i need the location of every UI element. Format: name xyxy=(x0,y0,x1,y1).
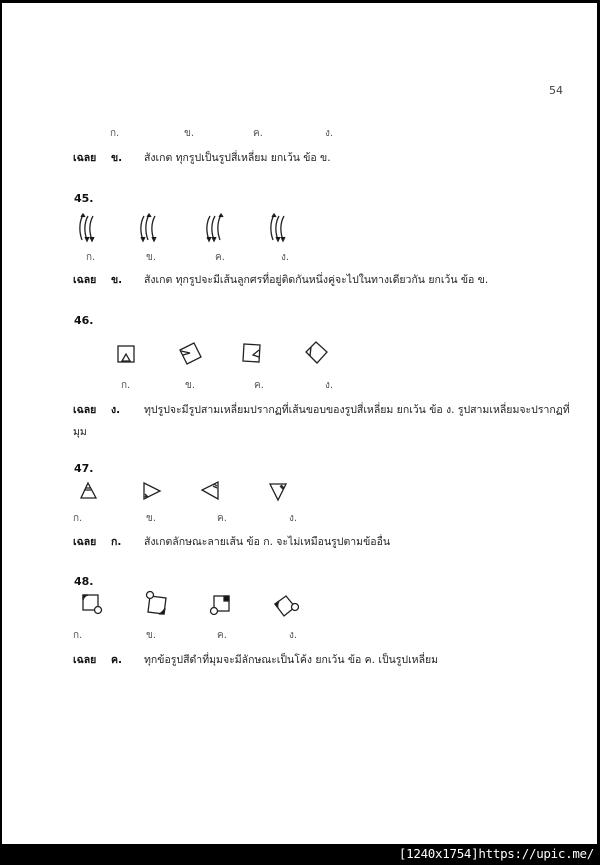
choice-label-d: ง. xyxy=(289,630,298,641)
answer-explanation: ทุกข้อรูปสีดำที่มุมจะมีลักษณะเป็นโค้ง ยกเว้น ข้อ ค. เป็นรูปเหลี่ยม xyxy=(144,654,439,666)
choice-label-b: ข. xyxy=(185,380,196,391)
choice-label-a: ก. xyxy=(121,380,131,391)
answer-key: ข. xyxy=(111,274,123,286)
choice-label-b: ข. xyxy=(184,128,195,139)
answer-label: เฉลย xyxy=(73,274,97,286)
choice-label-d: ง. xyxy=(325,380,334,391)
answer-key: ข. xyxy=(111,152,123,164)
square-corner-figure-d xyxy=(273,595,301,621)
curved-arrows-figure-c xyxy=(205,212,227,242)
square-triangle-figure-a xyxy=(117,345,137,365)
answer-explanation: สังเกต ทุกรูปเป็นรูปสี่เหลี่ยม ยกเว้น ข้อ ข. xyxy=(144,152,331,164)
choice-label-c: ค. xyxy=(217,630,227,641)
answer-explanation: สังเกต ทุกรูปจะมีเส้นลูกศรที่อยู่ติดกันหนึ่งคู่จะไปในทางเดียวกัน ยกเว้น ข้อ ข. xyxy=(144,274,489,286)
choice-label-d: ง. xyxy=(289,513,298,524)
page-number: 54 xyxy=(549,84,563,97)
curved-arrows-figure-b xyxy=(140,212,162,242)
answer-explanation-line2: มุม xyxy=(73,426,87,438)
triangle-figure-c xyxy=(200,480,222,502)
choice-label-a: ก. xyxy=(73,513,83,524)
question-number: 45. xyxy=(74,192,94,205)
square-corner-figure-b xyxy=(145,590,171,618)
curved-arrows-figure-d xyxy=(269,212,291,242)
choice-label-c: ค. xyxy=(217,513,227,524)
triangle-figure-b xyxy=(142,481,164,501)
answer-label: เฉลย xyxy=(73,152,97,164)
answer-label: เฉลย xyxy=(73,654,97,666)
answer-explanation-line1: ทุปรูปจะมีรูปสามเหลี่ยมปรากฏที่เส้นขอบของรูปสี่เหลี่ยม ยกเว้น ข้อ ง. รูปสามเหลี่ยมจะปรากฏที่ xyxy=(144,404,570,416)
square-triangle-figure-d xyxy=(304,340,330,366)
choice-label-d: ง. xyxy=(281,252,290,263)
choice-label-d: ง. xyxy=(325,128,334,139)
choice-label-c: ค. xyxy=(215,252,225,263)
choice-label-c: ค. xyxy=(254,380,264,391)
question-number: 47. xyxy=(74,462,94,475)
triangle-figure-d xyxy=(268,482,290,502)
answer-explanation: สังเกตลักษณะลายเส้น ข้อ ก. จะไม่เหมือนรูปตามข้ออื่น xyxy=(144,536,391,548)
square-triangle-figure-b xyxy=(178,341,204,367)
choice-label-b: ข. xyxy=(146,630,157,641)
answer-key: ค. xyxy=(111,654,123,666)
choice-label-a: ก. xyxy=(86,252,96,263)
square-corner-figure-a xyxy=(82,594,106,618)
answer-key: ง. xyxy=(111,404,121,416)
triangle-figure-a xyxy=(80,482,100,502)
choice-label-a: ก. xyxy=(110,128,120,139)
answer-label: เฉลย xyxy=(73,536,97,548)
answer-label: เฉลย xyxy=(73,404,97,416)
square-triangle-figure-c xyxy=(242,342,264,366)
question-number: 48. xyxy=(74,575,94,588)
choice-label-a: ก. xyxy=(73,630,83,641)
document-page xyxy=(2,3,597,844)
curved-arrows-figure-a xyxy=(78,212,100,242)
choice-label-b: ข. xyxy=(146,513,157,524)
question-number: 46. xyxy=(74,314,94,327)
image-source-caption: [1240x1754]https://upic.me/ xyxy=(398,846,594,861)
choice-label-c: ค. xyxy=(253,128,263,139)
square-corner-figure-c xyxy=(210,594,234,618)
choice-label-b: ข. xyxy=(146,252,157,263)
answer-key: ก. xyxy=(111,536,122,548)
